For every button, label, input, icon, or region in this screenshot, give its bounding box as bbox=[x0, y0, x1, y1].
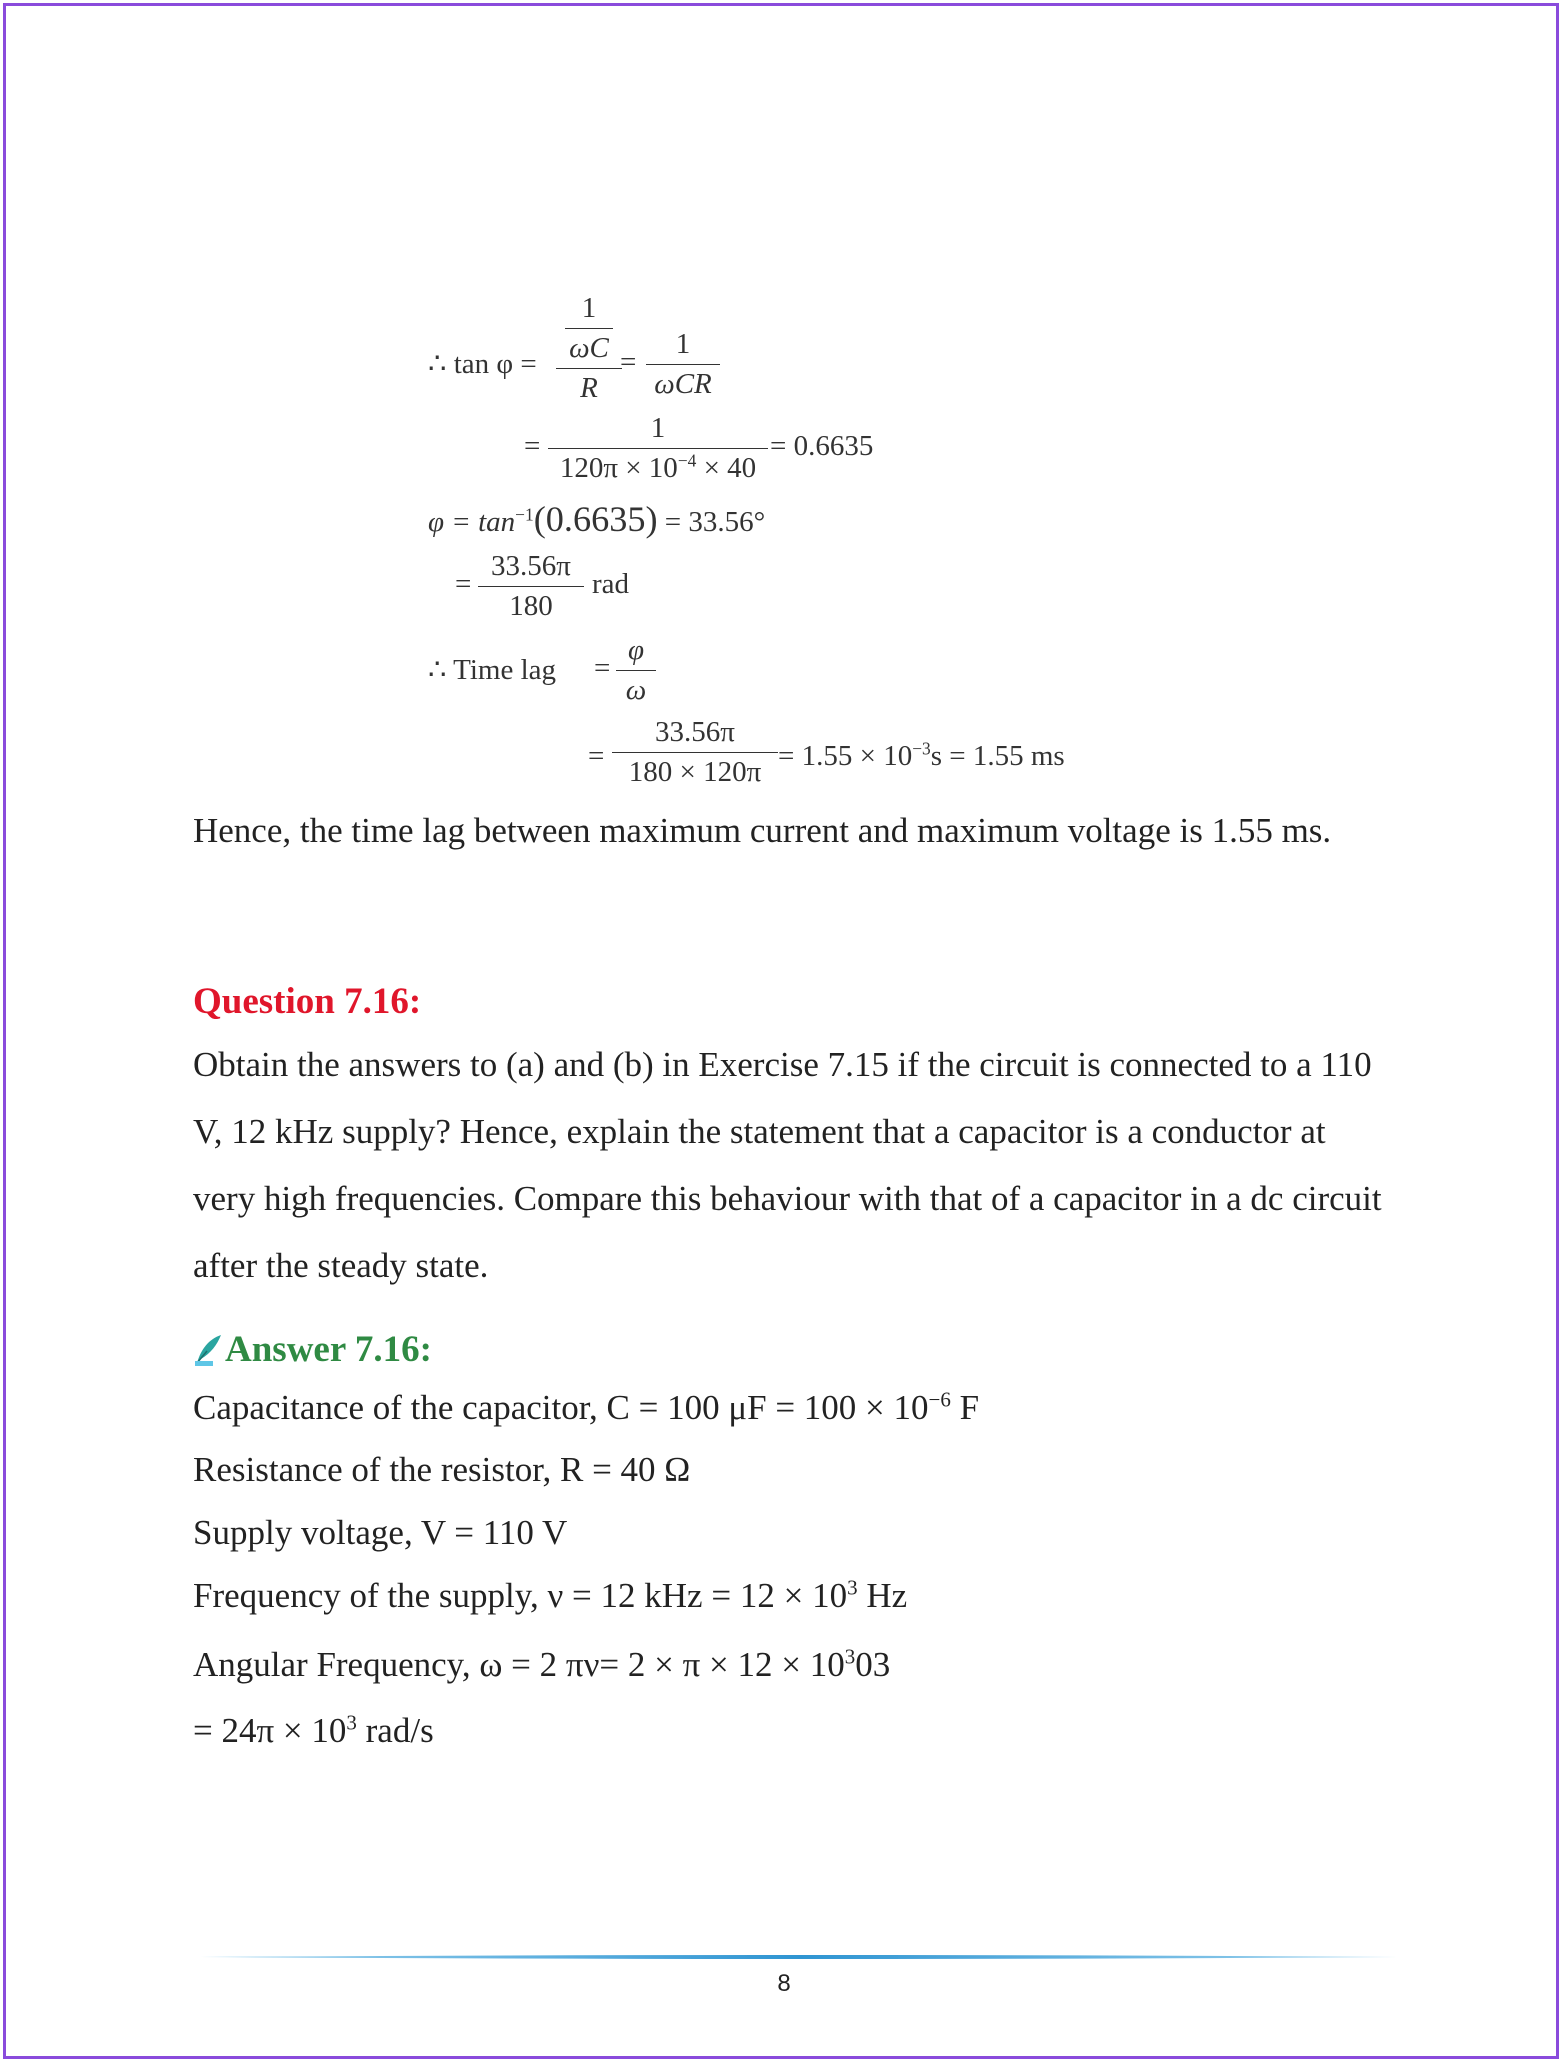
fraction-numerator: 33.56π bbox=[478, 550, 584, 587]
time-lag-result bbox=[778, 740, 1065, 773]
conclusion-text: Hence, the time lag between maximum current and maximum voltage is 1.55 ms. bbox=[193, 811, 1332, 850]
answer-line-angular-frequency bbox=[193, 1645, 890, 1685]
rad-unit: rad bbox=[592, 568, 630, 600]
nested-fraction-top bbox=[556, 292, 622, 369]
fraction-tan-value bbox=[548, 412, 768, 485]
arctan-argument: (0.6635) bbox=[533, 499, 658, 539]
equals-sign: = bbox=[455, 568, 472, 600]
equals-sign: = bbox=[524, 430, 541, 462]
result-part: = 1.55 × 10 bbox=[778, 740, 913, 772]
inner-denominator: ωC bbox=[569, 332, 609, 364]
fraction-phi-over-omega bbox=[616, 634, 656, 707]
line-text: Capacitance of the capacitor, C = 100 μF = 100 × 10 bbox=[193, 1388, 929, 1427]
answer-line-frequency bbox=[193, 1576, 907, 1616]
fraction-numerator: 1 bbox=[646, 328, 720, 365]
phi-degrees: = 33.56° bbox=[664, 506, 766, 538]
result-exponent: −3 bbox=[912, 738, 931, 759]
line-exponent: 3 bbox=[847, 1575, 858, 1600]
fraction-denominator bbox=[548, 449, 768, 485]
phi-arctan-line bbox=[428, 498, 765, 540]
line-text: rad/s bbox=[356, 1711, 434, 1750]
line-exponent: −6 bbox=[928, 1387, 951, 1412]
nested-fraction bbox=[556, 292, 622, 405]
question-text: Obtain the answers to (a) and (b) in Exercise 7.15 if the circuit is connected to a 110 V, 12 kHz supply? Hence, explain the statement that a capacitor is a conductor at very high frequencies. Compare this behaviour with that of a capacitor in a dc circuit after the steady state. bbox=[193, 1045, 1382, 1285]
fraction-numerator: 1 bbox=[548, 412, 768, 449]
phi-lhs: φ = tan bbox=[428, 506, 516, 538]
line-text: Resistance of the resistor, R = 40 Ω bbox=[193, 1450, 691, 1489]
equals-sign: = bbox=[588, 740, 605, 772]
line-text: F bbox=[950, 1388, 980, 1427]
result-part: s = 1.55 ms bbox=[930, 740, 1065, 772]
quill-pen-icon bbox=[193, 1333, 223, 1367]
answer-line-resistance bbox=[193, 1450, 690, 1490]
inverse-exponent: −1 bbox=[515, 504, 534, 525]
den-exponent: −4 bbox=[677, 450, 697, 471]
line-text: = 24π × 10 bbox=[193, 1711, 347, 1750]
den-part: 120π × 10 bbox=[559, 452, 678, 484]
time-lag-label: ∴ Time lag bbox=[428, 654, 557, 686]
line-exponent: 3 bbox=[844, 1644, 856, 1669]
line-text: Hz bbox=[857, 1576, 908, 1615]
answer-line-capacitance bbox=[193, 1388, 979, 1428]
line-exponent: 3 bbox=[346, 1710, 357, 1735]
answer-line-omega-value bbox=[193, 1711, 434, 1751]
outer-denominator: R bbox=[580, 372, 598, 404]
answer-line-voltage bbox=[193, 1513, 567, 1553]
equals-sign: = bbox=[594, 652, 611, 684]
page-number: 8 bbox=[777, 1970, 791, 1997]
inner-numerator: 1 bbox=[565, 292, 613, 329]
equals-sign: = bbox=[620, 346, 637, 378]
fraction-time-lag bbox=[612, 716, 778, 789]
fraction-denominator: ω bbox=[625, 674, 647, 706]
footer-divider bbox=[200, 1954, 1400, 1960]
fraction-numerator: 33.56π bbox=[612, 716, 778, 753]
tan-result: = 0.6635 bbox=[770, 430, 874, 462]
question-heading: Question 7.16: bbox=[193, 981, 422, 1022]
tan-phi-label: ∴ tan φ = bbox=[428, 348, 537, 380]
fraction-denominator: 180 bbox=[509, 590, 553, 622]
fraction-denominator: 180 × 120π bbox=[628, 756, 762, 788]
answer-heading bbox=[193, 1328, 432, 1371]
line-text: 03 bbox=[855, 1645, 891, 1684]
den-part: × 40 bbox=[696, 452, 757, 484]
fraction-numerator: φ bbox=[616, 634, 656, 671]
line-text: Angular Frequency, ω = 2 πν= 2 × π × 12 × 10 bbox=[193, 1645, 845, 1684]
answer-heading-text: Answer 7.16: bbox=[225, 1329, 432, 1370]
fraction-phi-rad bbox=[478, 550, 584, 623]
line-text: Supply voltage, V = 110 V bbox=[193, 1513, 568, 1552]
fraction-denominator: ωCR bbox=[654, 368, 712, 400]
line-text: Frequency of the supply, ν = 12 kHz = 12 × 10 bbox=[193, 1576, 848, 1615]
fraction-1-over-wcr bbox=[646, 328, 720, 401]
